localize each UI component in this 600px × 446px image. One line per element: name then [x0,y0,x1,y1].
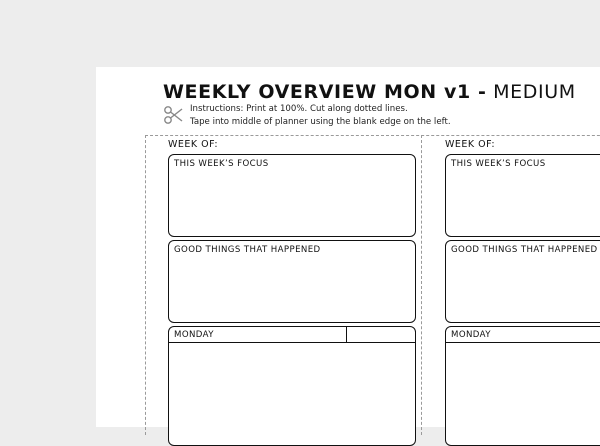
cut-line-top [145,135,600,136]
focus-label: THIS WEEK’S FOCUS [451,159,546,169]
monday-label: MONDAY [451,330,491,340]
page-title-size: MEDIUM [493,81,576,103]
monday-header-divider [346,327,347,342]
good-things-box [168,240,416,323]
monday-box [445,326,600,446]
good-things-label: GOOD THINGS THAT HAPPENED [174,245,321,255]
week-of-label: WEEK OF: [445,139,496,150]
monday-header-rule [446,342,600,343]
monday-header-rule [169,342,415,343]
scissors-icon [163,104,183,126]
page-title [163,81,576,103]
planner-sheet [96,67,600,427]
instructions-line-2: Tape into middle of planner using the blank edge on the left. [190,117,451,127]
focus-box [445,154,600,237]
instructions-line-1: Instructions: Print at 100%. Cut along dotted lines. [190,104,408,114]
focus-label: THIS WEEK’S FOCUS [174,159,269,169]
cut-line-middle [421,135,422,435]
monday-box [168,326,416,446]
monday-label: MONDAY [174,330,214,340]
cut-line-left [145,135,146,435]
week-of-label: WEEK OF: [168,139,219,150]
good-things-box [445,240,600,323]
good-things-label: GOOD THINGS THAT HAPPENED [451,245,598,255]
focus-box [168,154,416,237]
page-title-main: WEEKLY OVERVIEW MON v1 - [163,81,487,103]
